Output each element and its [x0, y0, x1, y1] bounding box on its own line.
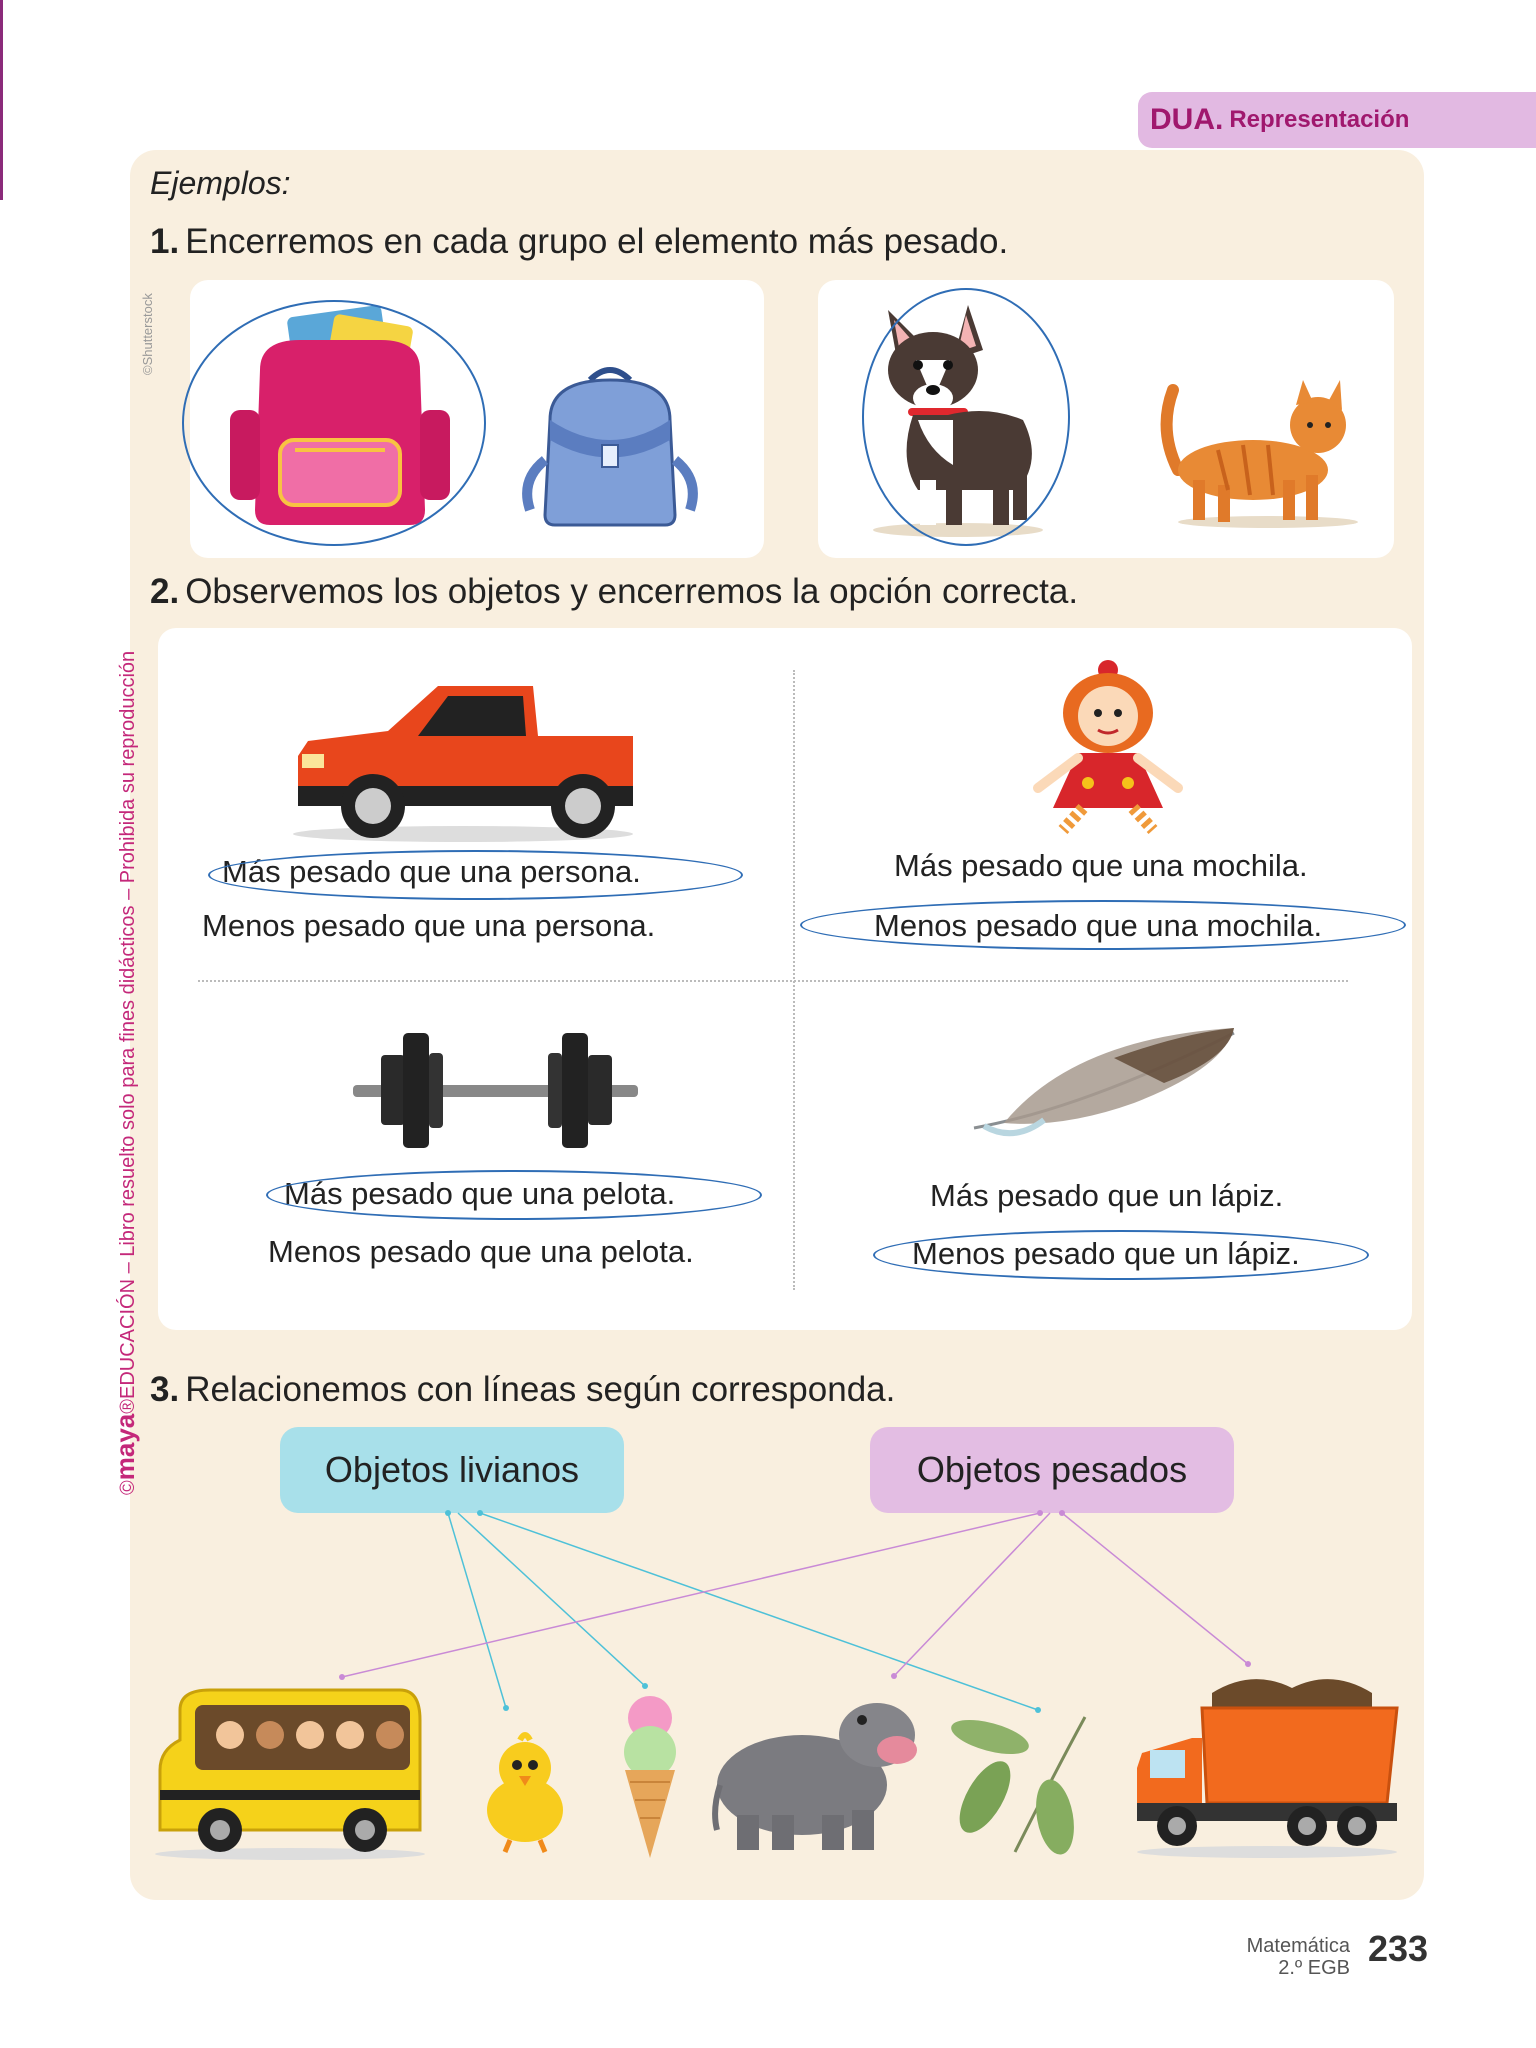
copyright-symbol: ©	[117, 1480, 139, 1495]
line-heavy-bus	[342, 1513, 1040, 1677]
exercise-3-text: Relacionemos con líneas según corresponda.	[185, 1370, 896, 1409]
option-text[interactable]: Más pesado que una pelota.	[284, 1176, 676, 1211]
line-light-chick	[448, 1513, 506, 1708]
light-objects-box[interactable]: Objetos livianos	[280, 1427, 624, 1513]
footer-grade-text: 2.º EGB	[1278, 1957, 1350, 1979]
option-text[interactable]: Menos pesado que un lápiz.	[912, 1236, 1300, 1271]
dua-text: Representación	[1229, 106, 1410, 133]
option-text[interactable]: Menos pesado que una persona.	[202, 908, 656, 943]
examples-label: Ejemplos:	[150, 165, 291, 201]
registered-symbol: ®	[117, 1399, 139, 1414]
dua-label: DUA.	[1150, 103, 1224, 136]
exercise-2-text: Observemos los objetos y encerremos la opción correcta.	[185, 572, 1079, 611]
option-text[interactable]: Más pesado que un lápiz.	[930, 1178, 1284, 1213]
chick-icon[interactable]	[475, 1730, 575, 1855]
option-text[interactable]: Menos pesado que una mochila.	[874, 908, 1323, 943]
brand-name: maya	[110, 1413, 140, 1481]
dump-truck-icon[interactable]	[1132, 1668, 1402, 1858]
footer-subject	[1200, 1935, 1350, 1979]
heavy-objects-box[interactable]: Objetos pesados	[870, 1427, 1234, 1513]
page-number: 233	[1368, 1928, 1429, 1969]
copyright-text: EDUCACIÓN – Libro resuelto solo para fines didácticos – Prohibida su reproducción	[117, 650, 139, 1399]
option-text[interactable]: Menos pesado que una pelota.	[268, 1234, 694, 1269]
ice-cream-icon[interactable]	[615, 1690, 685, 1860]
line-heavy-hippo	[894, 1513, 1050, 1676]
option-text[interactable]: Más pesado que una persona.	[222, 854, 641, 889]
exercise-2-number: 2.	[150, 572, 180, 611]
exercise-1-number: 1.	[150, 222, 180, 261]
option-text[interactable]: Más pesado que una mochila.	[894, 848, 1308, 883]
image-credit: ©Shutterstock	[140, 293, 155, 375]
school-bus-icon[interactable]	[150, 1680, 430, 1860]
leaves-icon[interactable]	[945, 1712, 1100, 1857]
line-heavy-truck	[1062, 1513, 1248, 1664]
exercise-1-text: Encerremos en cada grupo el elemento más pesado.	[185, 222, 1009, 261]
footer-subject-text: Matemática	[1246, 1935, 1350, 1957]
hippo-icon[interactable]	[712, 1690, 917, 1855]
exercise-3-number: 3.	[150, 1370, 180, 1409]
